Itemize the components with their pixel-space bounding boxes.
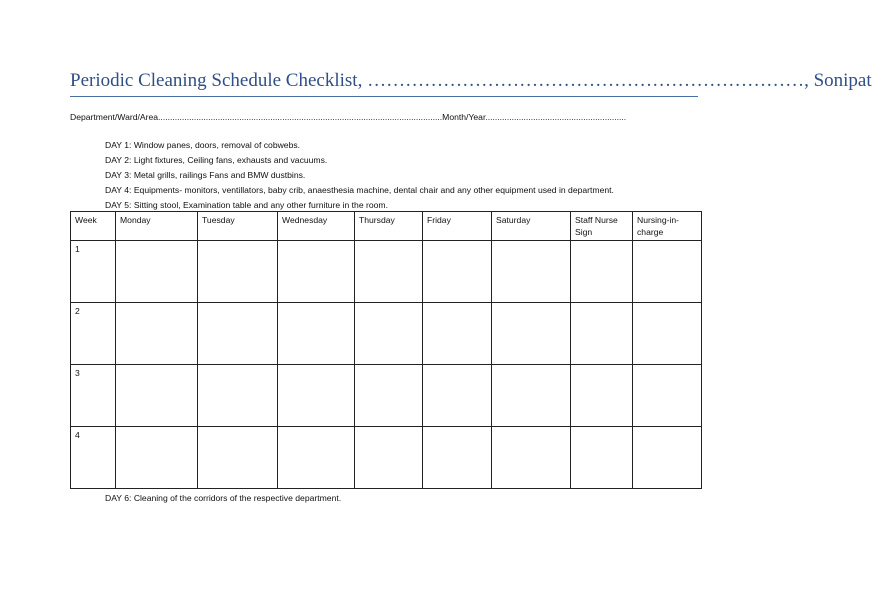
cell-thursday[interactable] — [355, 427, 423, 489]
cell-wednesday[interactable] — [278, 303, 355, 365]
cell-friday[interactable] — [423, 241, 492, 303]
table-row — [71, 365, 702, 427]
cell-monday[interactable] — [116, 365, 198, 427]
cell-nursing-in-charge[interactable] — [633, 303, 702, 365]
cell-friday[interactable] — [423, 365, 492, 427]
cell-tuesday[interactable] — [198, 241, 278, 303]
day-6-note: DAY 6: Cleaning of the corridors of the respective department. — [105, 493, 342, 503]
cell-friday[interactable] — [423, 303, 492, 365]
day-1-instruction: DAY 1: Window panes, doors, removal of cobwebs. — [105, 140, 301, 150]
cell-staff-nurse-sign[interactable] — [571, 427, 633, 489]
header-wednesday: Wednesday — [278, 212, 355, 241]
cleaning-days-list — [105, 138, 705, 213]
header-tuesday: Tuesday — [198, 212, 278, 241]
header-monday: Monday — [116, 212, 198, 241]
day-5-instruction: DAY 5: Sitting stool, Examination table and any other furniture in the room. — [105, 200, 388, 210]
day-2-instruction: DAY 2: Light fixtures, Ceiling fans, exhausts and vacuums. — [105, 155, 328, 165]
cell-saturday[interactable] — [492, 241, 571, 303]
cell-wednesday[interactable] — [278, 427, 355, 489]
cell-nursing-in-charge[interactable] — [633, 241, 702, 303]
cell-saturday[interactable] — [492, 365, 571, 427]
header-week: Week — [71, 212, 116, 241]
day-3-instruction: DAY 3: Metal grills, railings Fans and BMW dustbins. — [105, 170, 306, 180]
cell-monday[interactable] — [116, 303, 198, 365]
cell-thursday[interactable] — [355, 365, 423, 427]
cell-staff-nurse-sign[interactable] — [571, 241, 633, 303]
table-row — [71, 303, 702, 365]
table-row — [71, 241, 702, 303]
cell-monday[interactable] — [116, 427, 198, 489]
department-month-line: Department/Ward/Area.......................................................................................................................Month/Year........................................................... — [70, 112, 627, 122]
cell-staff-nurse-sign[interactable] — [571, 365, 633, 427]
page-title: Periodic Cleaning Schedule Checklist, ……………………………………………………………, Sonipat — [70, 70, 872, 91]
cell-tuesday[interactable] — [198, 303, 278, 365]
table-header-row — [71, 212, 702, 241]
cell-tuesday[interactable] — [198, 427, 278, 489]
cell-wednesday[interactable] — [278, 241, 355, 303]
header-thursday: Thursday — [355, 212, 423, 241]
cell-friday[interactable] — [423, 427, 492, 489]
week-number: 2 — [71, 303, 116, 365]
cell-staff-nurse-sign[interactable] — [571, 303, 633, 365]
header-friday: Friday — [423, 212, 492, 241]
cell-thursday[interactable] — [355, 303, 423, 365]
schedule-table — [70, 211, 702, 489]
cell-saturday[interactable] — [492, 303, 571, 365]
week-number: 3 — [71, 365, 116, 427]
day-4-instruction: DAY 4: Equipments- monitors, ventillators, baby crib, anaesthesia machine, dental chair and any other equipment used in department. — [105, 185, 614, 195]
cell-nursing-in-charge[interactable] — [633, 365, 702, 427]
cell-thursday[interactable] — [355, 241, 423, 303]
cell-monday[interactable] — [116, 241, 198, 303]
week-number: 1 — [71, 241, 116, 303]
cell-wednesday[interactable] — [278, 365, 355, 427]
week-number: 4 — [71, 427, 116, 489]
header-nursing-in-charge: Nursing-in-charge — [633, 212, 702, 241]
cell-saturday[interactable] — [492, 427, 571, 489]
cell-nursing-in-charge[interactable] — [633, 427, 702, 489]
header-staff-nurse-sign: Staff Nurse Sign — [571, 212, 633, 241]
cell-tuesday[interactable] — [198, 365, 278, 427]
table-row — [71, 427, 702, 489]
title-underline — [70, 96, 698, 97]
header-saturday: Saturday — [492, 212, 571, 241]
